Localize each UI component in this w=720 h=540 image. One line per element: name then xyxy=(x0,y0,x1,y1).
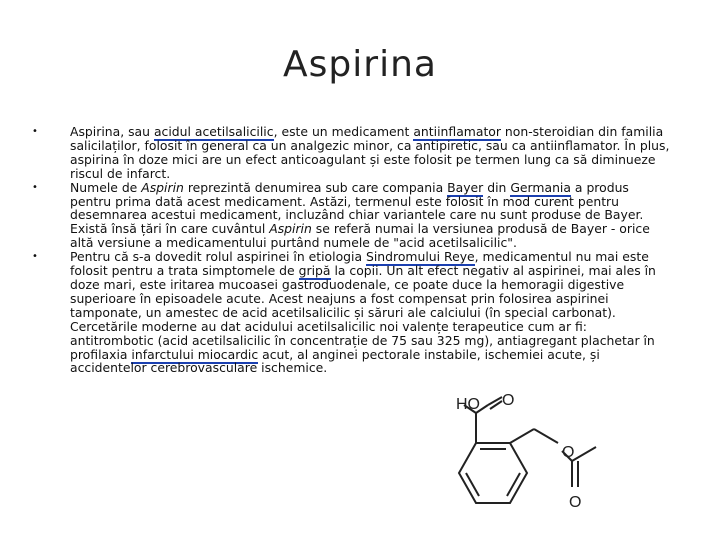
bullet-list xyxy=(32,125,672,375)
bullet-text xyxy=(70,180,650,251)
bullet-item xyxy=(32,250,672,375)
text-run: la copii. Un alt efect negativ al aspirinei, mai ales în doze mari, este iritarea mucoasei gastroduodenale, ce poate duce la hemoragii digestive superioare în episoadele acute. Acest neajuns a fost compensat prin folosirea aspirinei tamponate, un amestec de acid acetilsalicilic și săruri ale calciului (în special carbonat). Cercetările moderne au dat acidului acetilsalicilic noi valențe terapeutice cum ar fi: antitrombotic (acid acetilsalicilic în concentrație de 75 sau 325 mg), antiagregant plachetar în profilaxia xyxy=(70,263,656,362)
bullet-icon: • xyxy=(32,181,38,193)
bullet-text xyxy=(70,124,669,181)
text-run: se referă numai la versiunea produsă de Bayer - orice altă versiune a medicamentului purtând numele de "acid acetilsalicilic". xyxy=(70,221,650,251)
slide-title: Aspirina xyxy=(283,44,437,85)
emphasis-text: Aspirin xyxy=(141,179,184,195)
wiki-link[interactable]: Germania xyxy=(510,179,571,195)
bullet-item xyxy=(32,125,672,181)
wiki-link[interactable]: acidul acetilsalicilic xyxy=(153,124,274,139)
emphasis-text: Aspirin xyxy=(269,221,312,237)
wiki-link[interactable]: antiinflamator xyxy=(413,124,501,139)
ho-label: HO xyxy=(456,396,480,413)
bullet-text xyxy=(70,249,656,375)
oxygen-label: O xyxy=(562,444,575,461)
bullet-icon: • xyxy=(32,126,38,137)
text-run: Aspirina, sau xyxy=(70,124,154,139)
bullet-icon: • xyxy=(32,251,38,263)
text-run: reprezintă denumirea sub care compania xyxy=(183,179,448,195)
oxygen-label: O xyxy=(502,392,515,409)
wiki-link[interactable]: infarctului miocardic xyxy=(131,346,259,362)
text-run: acut, al anginei pectorale instabile, ischemiei acute, și accidentelor cerebrovasculare ischemice. xyxy=(70,346,600,376)
text-run: non-steroidian din familia salicilaților, folosit în general ca un analgezic minor, ca antipiretic, sau ca antiinflamator. În plus, aspirina în doze mici are un efect anticoagulant și este folosit pe termen lung ca să diminueze riscul de infarct. xyxy=(70,124,670,181)
wiki-link[interactable]: Bayer xyxy=(447,179,484,195)
text-run: a produs pentru prima dată acest medicament. Astăzi, termenul este folosit în mod curent pentru desemnarea acestui medicament, incluzând chiar variantele care nu sunt produse de Bayer. Există însă țări în care cuvântul xyxy=(70,179,644,237)
wiki-link[interactable]: gripă xyxy=(298,263,331,279)
wiki-link[interactable]: Sindromului Reye xyxy=(366,249,475,265)
oxygen-label: O xyxy=(569,494,582,511)
text-run: , este un medicament xyxy=(273,124,414,139)
bullet-item xyxy=(32,181,672,251)
text-run: , medicamentul nu mai este folosit pentru a trata simptomele de xyxy=(70,249,649,279)
text-run: Numele de xyxy=(70,179,142,195)
text-run: din xyxy=(483,179,511,195)
text-run: Pentru că s-a dovedit rolul aspirinei în etiologia xyxy=(70,249,366,265)
aspirin-structure-diagram xyxy=(446,385,626,525)
